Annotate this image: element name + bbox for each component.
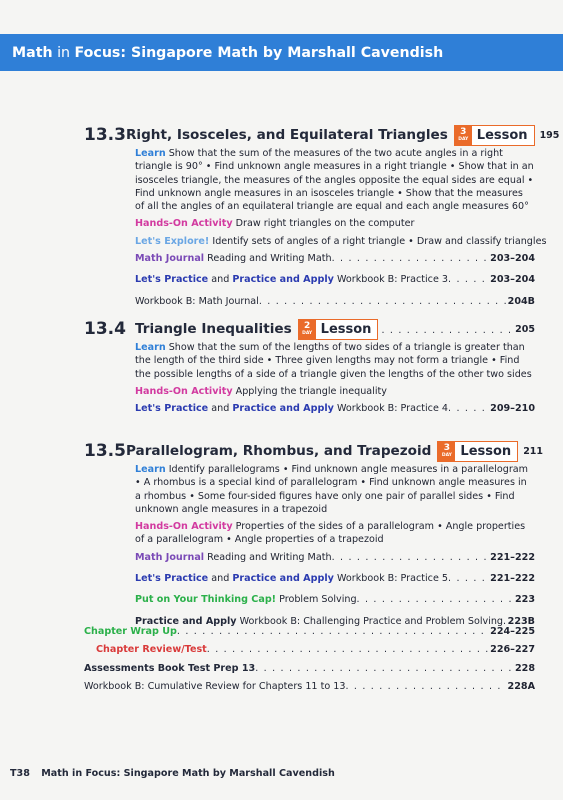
- page-code: T38: [10, 768, 30, 779]
- section-heading: [84, 124, 560, 146]
- day-count: 3 DAY: [438, 442, 455, 461]
- cumulative-review-entry: Workbook B: Cumulative Review for Chapters 11 to 13 . . . 228A: [84, 680, 535, 697]
- assessments-entry: Assessments Book Test Prep 13 . . . 228: [84, 662, 535, 679]
- header-title: Math in Focus: Singapore Math by Marshall Cavendish: [12, 44, 444, 61]
- lesson-badge: 3 DAY Lesson: [437, 441, 518, 462]
- page-header-bar: [0, 34, 563, 71]
- section-number: 13.4: [84, 319, 126, 339]
- chapter-end-list: [84, 624, 535, 697]
- practice-entry: Let's Practice and Practice and Apply Workbook B: Practice 4 . . . 209–210: [135, 402, 535, 419]
- section-title: Right, Isosceles, and Equilateral Triangles: [125, 127, 448, 143]
- practice-entry: Let's Practice and Practice and Apply Workbook B: Practice 5 . . . 221–222: [135, 572, 535, 589]
- hands-on-entry: Hands-On Activity Draw right triangles on the computer: [135, 218, 415, 230]
- section-heading: [84, 318, 535, 340]
- learn-entry: Learn Show that the sum of the lengths of two sides of a triangle is greater than the length of the third side • Three given lengths may not form a triangle • Find the possible lengths of a side of a triangle given the lengths of the other two sides: [135, 342, 532, 380]
- challenge-entry: Practice and Apply Workbook B: Challenging Practice and Problem Solving . . . 223B: [135, 615, 535, 632]
- day-count: 3 DAY: [455, 126, 472, 145]
- lesson-badge: 3 DAY Lesson: [454, 125, 535, 146]
- dot-leader: [381, 325, 513, 340]
- section-number: 13.5: [84, 441, 126, 461]
- hands-on-entry: Hands-On Activity Applying the triangle inequality: [135, 385, 387, 397]
- journal-entry: Math Journal Reading and Writing Math . . . 221–222: [135, 551, 535, 568]
- explore-entry: Let's Explore! Identify sets of angles of a right triangle • Draw and classify triangles: [135, 235, 547, 247]
- practice-entry: Let's Practice and Practice and Apply Workbook B: Practice 3 . . . 203–204: [135, 273, 535, 290]
- section-heading: [84, 440, 544, 462]
- learn-entry: Learn Show that the sum of the measures of the two acute angles in a right triangle is 90° • Find unknown angle measures in a right triangle • Show that in an isosceles triangle, the measures of the angles opposite the equal sides are equal • Find unknown angle measures in an isosceles triangle • Show that the measures of all the angles of an equilateral triangle are equal and each angle measures 60°: [135, 148, 534, 213]
- page-number: 211: [523, 445, 544, 457]
- section-13-4: [84, 318, 535, 419]
- section-13-5: [84, 440, 544, 632]
- workbook-journal-entry: Workbook B: Math Journal . . . 204B: [135, 295, 535, 312]
- section-title: Triangle Inequalities: [135, 321, 292, 337]
- section-title: Parallelogram, Rhombus, and Trapezoid: [125, 443, 432, 459]
- section-number: 13.3: [84, 125, 126, 145]
- page-number: 205: [515, 323, 535, 335]
- chapter-review-entry: Chapter Review/Test . . . 226–227: [84, 643, 535, 660]
- learn-entry: Learn Identify parallelograms • Find unknown angle measures in a parallelogram • A rhombus is a special kind of parallelogram • Find unknown angle measures in a rhombus • Some four-sided figures have only one pair of parallel sides • Find unknown angle measures in a trapezoid: [135, 464, 529, 515]
- thinking-cap-entry: Put on Your Thinking Cap! Problem Solving . . . 223: [135, 593, 535, 610]
- hands-on-entry: Hands-On Activity Properties of the sides of a parallelogram • Angle properties of a parallelogram • Angle properties of a trapezoid: [135, 521, 526, 546]
- day-count: 2 DAY: [299, 320, 316, 339]
- page-footer: [10, 768, 335, 779]
- chapter-wrap-up-entry: Chapter Wrap Up . . . 224–225: [84, 625, 535, 642]
- footer-title: Math in Focus: Singapore Math by Marshall Cavendish: [41, 768, 335, 779]
- lesson-badge: 2 DAY Lesson: [298, 319, 379, 340]
- page-number: 195: [539, 129, 560, 141]
- journal-entry: Math Journal Reading and Writing Math . . . 203–204: [135, 252, 535, 269]
- section-13-3: [84, 124, 560, 312]
